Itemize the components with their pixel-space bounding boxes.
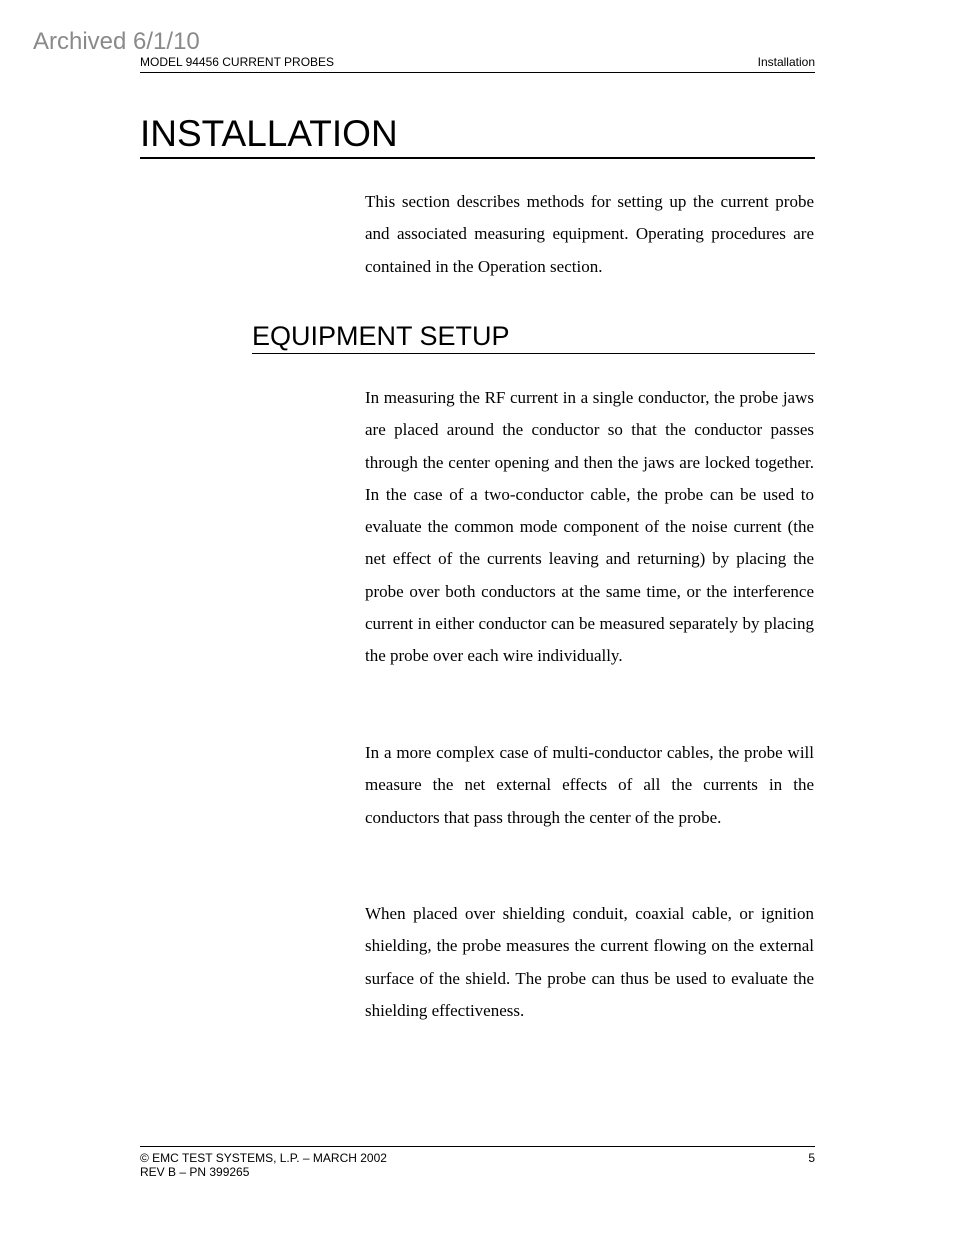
page-header (140, 56, 815, 73)
body-paragraph-1: In measuring the RF current in a single conductor, the probe jaws are placed around the conductor so that the conductor passes through the center opening and then the jaws are locked together. In the case of a two-conductor cable, the probe can be used to evaluate the common mode component of the noise current (the net effect of the currents leaving and returning) by placing the probe over both conductors at the same time, or the interference current in either conductor can be measured separately by placing the probe over each wire individually. (365, 388, 814, 666)
page-number: 5 (808, 1151, 815, 1165)
footer-copyright: © EMC TEST SYSTEMS, L.P. – MARCH 2002 (140, 1151, 387, 1165)
header-section-name: Installation (757, 55, 815, 69)
body-paragraph-2: In a more complex case of multi-conductor cables, the probe will measure the net external effects of all the currents in the conductors that pass through the center of the probe. (365, 743, 814, 827)
page-footer (140, 1146, 815, 1179)
page-title: INSTALLATION (140, 113, 815, 159)
footer-revision: REV B – PN 399265 (140, 1165, 250, 1179)
section-heading: EQUIPMENT SETUP (252, 320, 815, 354)
intro-paragraph: This section describes methods for setting up the current probe and associated measuring equipment. Operating procedures are contained in the Operation section. (365, 192, 814, 276)
header-model-title: MODEL 94456 CURRENT PROBES (140, 55, 335, 69)
archived-watermark: Archived 6/1/10 (33, 28, 200, 55)
body-paragraph-3: When placed over shielding conduit, coaxial cable, or ignition shielding, the probe measures the current flowing on the external surface of the shield. The probe can thus be used to evaluate the shielding effectiveness. (365, 904, 814, 1020)
